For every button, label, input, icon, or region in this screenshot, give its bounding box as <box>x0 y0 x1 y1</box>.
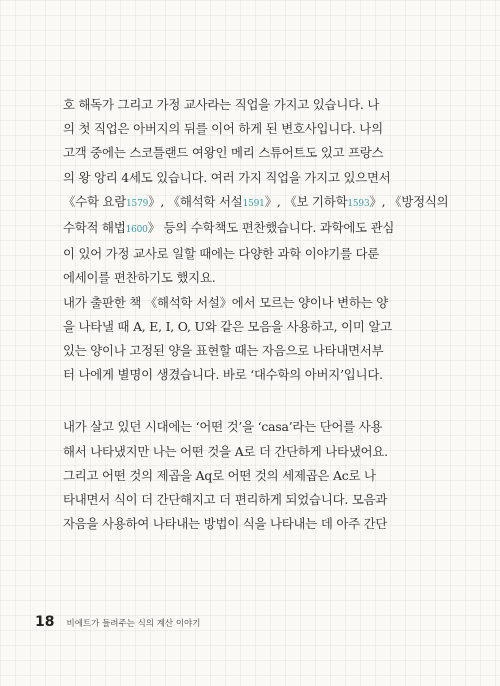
page-body <box>63 93 449 536</box>
text-line: 그리고 어떤 것의 제곱을 Aq로 어떤 것의 세제곱은 Ac로 나 <box>63 467 376 483</box>
paragraph <box>63 415 438 536</box>
text-segment: 수학적 해법 <box>63 220 126 236</box>
text-line: 고객 중에는 스코틀랜드 여왕인 메리 스튜어트도 있고 프랑스 <box>63 145 384 161</box>
text-line: 의 첫 직업은 아버지의 뒤를 이어 하게 된 변호사입니다. 나의 <box>63 121 383 137</box>
text-line: 내가 출판한 책 《해석학 서설》에서 모르는 양이나 변하는 양 <box>63 294 388 310</box>
text-segment: 》, 《보 기하학 <box>264 193 348 209</box>
paragraph-gap <box>63 387 438 415</box>
page-footer <box>35 614 200 630</box>
text-segment: 》 등의 수학책도 편찬했습니다. 과학에도 관심 <box>147 220 395 236</box>
page-number: 18 <box>35 614 55 630</box>
publication-year: 1591 <box>242 198 265 209</box>
publication-year: 1600 <box>125 225 148 236</box>
text-line: 타내면서 식이 더 간단해지고 더 편리하게 되었습니다. 모음과 <box>63 492 388 508</box>
text-line: 호 해독가 그리고 가정 교사라는 직업을 가지고 있습니다. 나 <box>63 97 380 112</box>
publication-year: 1593 <box>347 198 370 209</box>
publication-year: 1579 <box>126 198 149 209</box>
text-line: 의 왕 앙리 4세도 있습니다. 여러 가지 직업을 가지고 있으면서 <box>63 169 391 185</box>
text-line: 있는 양이나 고정된 양을 표현할 때는 자음으로 나타내면서부 <box>63 343 384 359</box>
text-segment: 》, 《해석학 서설 <box>148 193 243 209</box>
text-line: 해서 나타냈지만 나는 어떤 것을 A로 더 간단하게 나타냈어요. <box>63 443 388 459</box>
paragraph <box>63 93 449 291</box>
text-line: 을 나타낼 때 A, E, I, O, U와 같은 모음을 사용하고, 이미 알고 <box>63 318 392 334</box>
text-segment: 》, 《방정식의 <box>369 193 449 209</box>
paragraph <box>63 291 438 388</box>
text-line: 내가 살고 있던 시대에는 ‘어떤 것’을 ‘casa’라는 단어를 사용 <box>63 419 383 435</box>
text-line: 터 나에게 별명이 생겼습니다. 바로 ‘대수학의 아버지’입니다. <box>63 367 383 383</box>
text-line: 이 있어 가정 교사로 일할 때에는 다양한 과학 이야기를 다룬 <box>63 246 380 262</box>
text-line <box>63 190 449 216</box>
running-book-title: 비에트가 들려주는 식의 계산 이야기 <box>66 619 201 629</box>
text-segment: 《수학 요람 <box>63 193 127 209</box>
text-line: 에세이를 편찬하기도 했지요. <box>63 270 216 286</box>
text-line <box>63 216 438 242</box>
text-line: 자음을 사용하여 나타내는 방법이 식을 나타내는 데 아주 간단 <box>63 516 388 532</box>
